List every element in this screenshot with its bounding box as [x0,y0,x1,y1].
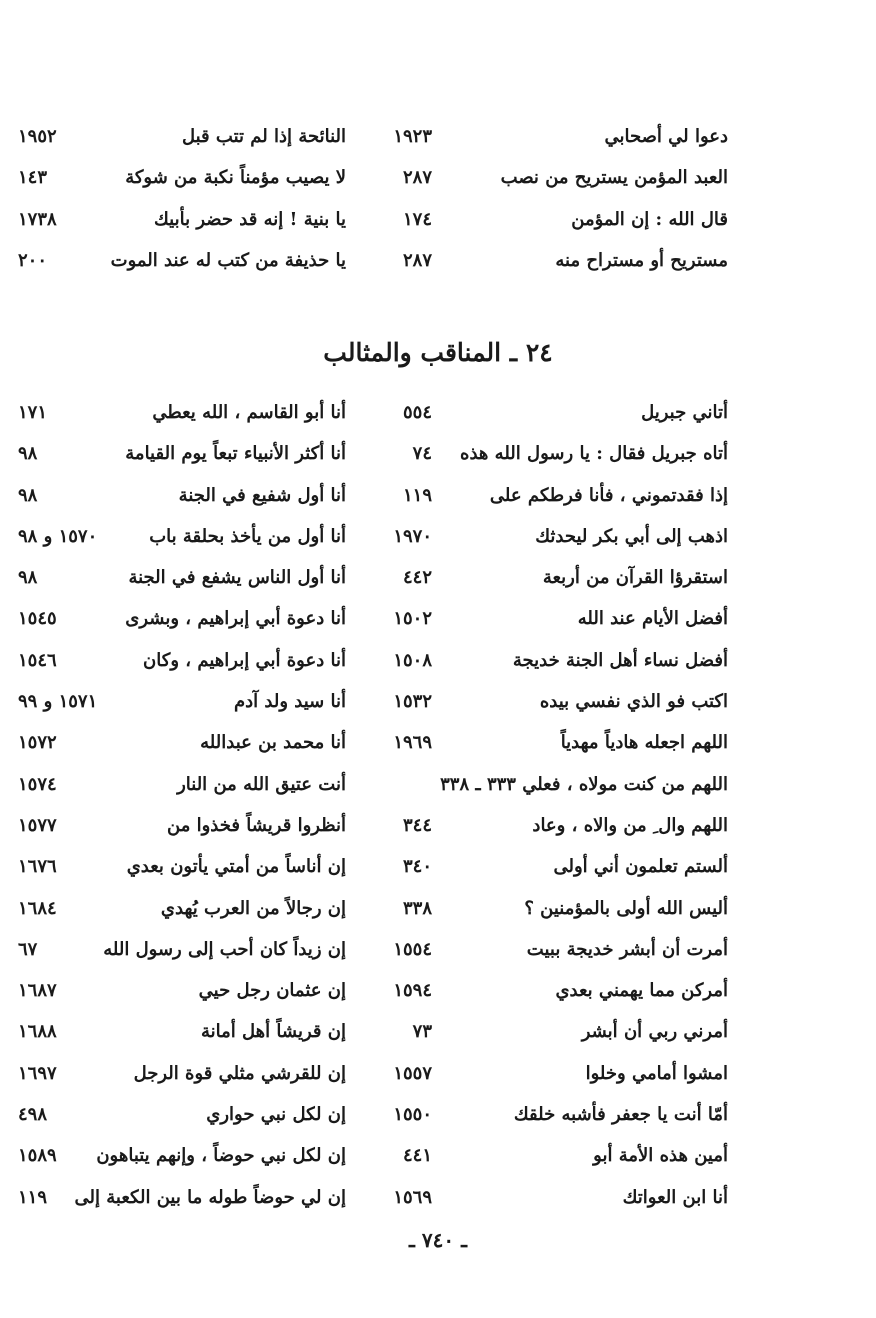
entry-number-left: ١٦٨٧ [18,980,57,1002]
entry-number-left: ١٦٨٨ [18,1021,57,1043]
entry-number-right: ٥٥٤ [402,402,432,423]
entry-text-left: أنا أول من يأخذ بحلقة باب [149,525,346,547]
entry-text-left: النائحة إذا لم تتب قبل [181,126,346,147]
entry-number-right: ١٥٠٨ [393,649,432,671]
entry-number-left: ١٥٨٩ [18,1145,57,1167]
entry-text-left: أنا سيد ولد آدم [233,691,346,713]
entry-number-left: ١٩٥٢ [18,126,57,147]
entry-number-left: ١٥٧٧ [18,814,57,836]
entry-number-right: ٢٨٧ [402,249,432,271]
entry-text-left: أنا محمد بن عبدالله [200,732,346,754]
entry-number-right: ١٥٥٧ [393,1062,432,1084]
entry-text-left: إن لكل نبي حواري [206,1104,346,1126]
entry-text-right: العبد المؤمن يستريح من نصب [500,167,728,189]
index-row [18,894,728,935]
entry-text-left: لا يصيب مؤمناً نكبة من شوكة [125,167,346,189]
entry-number-right: ٢٨٧ [402,167,432,189]
page-number: ـ ٧٤٠ ـ [409,1228,467,1252]
index-row [18,481,728,522]
entry-text-right: أنا ابن العواتك [622,1186,728,1208]
index-row [18,646,728,687]
index-row [18,770,728,811]
index-row [18,1059,728,1100]
entry-number-left: ١٥٧١ و ٩٩ [18,691,98,713]
index-row [18,522,728,563]
entry-number-right: ٤٤٢ [402,567,432,589]
entry-number-right: ٧٤ [412,443,432,465]
entry-text-left: إن قريشاً أهل أمانة [200,1021,346,1043]
entry-number-right: ٣٤٤ [402,814,432,836]
entry-text-right: ألستم تعلمون أني أولى [553,856,728,878]
main-index-list [18,398,728,1224]
index-row [18,852,728,893]
entry-text-right: أمين هذه الأمة أبو [593,1145,728,1167]
entry-number-right: ١٥٥٤ [393,938,432,960]
index-row [18,439,728,480]
entry-text-left: إن عثمان رجل حيي [198,980,346,1002]
index-row [18,1183,728,1224]
entry-number-left: ١٥٤٦ [18,649,57,671]
entry-text-right: اذهب إلى أبي بكر ليحدثك [535,525,728,547]
entry-text-right: أفضل نساء أهل الجنة خديجة [512,649,728,671]
entry-text-right: قال الله : إن المؤمن [571,208,728,230]
entry-text-left: أنا أول الناس يشفع في الجنة [128,567,346,589]
entry-number-right: ٣٤٠ [402,856,432,878]
index-row [18,246,728,287]
entry-text-right: إذا فقدتموني ، فأنا فرطكم على [489,484,728,506]
entry-number-left: ٩٨ [18,443,38,465]
entry-text-left: أنا دعوة أبي إبراهيم ، وبشرى [125,608,346,630]
entry-text-right: امشوا أمامي وخلوا [585,1062,728,1084]
index-row [18,811,728,852]
entry-number-right: ١١٩ [402,484,432,506]
entry-number-left: ١١٩ [18,1186,48,1208]
index-row [18,398,728,439]
entry-text-right: أمرت أن أبشر خديجة ببيت [526,938,728,960]
entry-text-left: أنا أكثر الأنبياء تبعاً يوم القيامة [125,443,346,465]
entry-text-left: إن أناساً من أمتي يأتون بعدي [126,856,346,878]
index-row [18,163,728,204]
entry-text-right: أتاه جبريل فقال : يا رسول الله هذه [460,443,728,465]
entry-text-right: مستريح أو مستراح منه [555,249,728,271]
section-heading: ٢٤ ـ المناقب والمثالب [323,338,553,367]
entry-text-left: إن رجالاً من العرب يُهدي [160,897,346,919]
entry-number-right: ١٩٢٣ [393,126,432,147]
entry-number-right: ١٥٩٤ [393,980,432,1002]
entry-text-right: دعوا لي أصحابي [604,126,728,147]
entry-number-right: ١٩٧٠ [393,525,432,547]
entry-text-left: أنا أول شفيع في الجنة [178,484,346,506]
index-row [18,604,728,645]
entry-text-left: إن للقرشي مثلي قوة الرجل [133,1062,346,1084]
index-row [18,563,728,604]
entry-number-left: ١٥٧٤ [18,773,57,795]
index-row [18,728,728,769]
entry-number-left: ١٦٩٧ [18,1062,57,1084]
entry-number-left: ١٥٧٠ و ٩٨ [18,525,98,547]
entry-text-right: استقرؤا القرآن من أربعة [542,567,728,589]
entry-text-right: اللهم وال ِ من والاه ، وعاد [532,814,728,836]
index-row [18,1100,728,1141]
entry-text-left: إن لكل نبي حوضاً ، وإنهم يتباهون [96,1145,346,1167]
entry-text-right: أتاني جبريل [641,402,728,423]
entry-number-left: ٩٨ [18,484,38,506]
entry-text-left: أنت عتيق الله من النار [177,773,346,795]
entry-text-right: أمّا أنت يا جعفر فأشبه خلقك [513,1104,728,1126]
entry-text-right: أمرني ربي أن أبشر [581,1021,728,1043]
index-row [18,122,728,163]
entry-text-left: أنا أبو القاسم ، الله يعطي [152,402,346,423]
entry-number-right: ١٥٠٢ [393,608,432,630]
entry-text-left: إن لي حوضاً طوله ما بين الكعبة إلى [74,1186,346,1208]
entry-number-right: ١٥٣٢ [393,691,432,713]
entry-number-left: ٩٨ [18,567,38,589]
entry-number-left: ١٥٤٥ [18,608,57,630]
index-row [18,935,728,976]
entry-text-right: اللهم اجعله هادياً مهدياً [560,732,728,754]
entry-text-left: أنا دعوة أبي إبراهيم ، وكان [143,649,346,671]
entry-number-right: ١٥٥٠ [393,1104,432,1126]
entry-text-right: أليس الله أولى بالمؤمنين ؟ [524,897,728,919]
entry-text-right: اكتب فو الذي نفسي بيده [539,691,728,713]
index-row [18,205,728,246]
entry-number-left: ١٧٣٨ [18,208,57,230]
index-row [18,976,728,1017]
entry-text-left: يا بنية ! إنه قد حضر بأبيك [153,208,346,230]
entry-number-left: ١٦٧٦ [18,856,57,878]
index-row [18,687,728,728]
entry-number-right: ١٥٦٩ [393,1186,432,1208]
entry-number-right: ١٧٤ [402,208,432,230]
entry-number-left: ١٧١ [18,402,48,423]
entry-number-left: ٢٠٠ [18,249,48,271]
entry-number-left: ٦٧ [18,938,38,960]
entry-text-left: أنظروا قريشاً فخذوا من [167,814,346,836]
entry-text-right: أمركن مما يهمني بعدي [555,980,728,1002]
index-row [18,1017,728,1058]
entry-number-left: ٤٩٨ [18,1104,48,1126]
entry-number-right: ٣٣٨ [402,897,432,919]
top-index-list [18,122,728,287]
entry-text-right: اللهم من كنت مولاه ، فعلي ٣٣٣ ـ ٣٣٨ [440,773,728,795]
entry-number-left: ١٤٣ [18,167,48,189]
entry-number-right: ١٩٦٩ [393,732,432,754]
entry-text-right: أفضل الأيام عند الله [577,608,728,630]
entry-text-left: يا حذيفة من كتب له عند الموت [110,249,346,271]
entry-number-left: ١٥٧٢ [18,732,57,754]
index-row [18,1141,728,1182]
entry-number-right: ٧٣ [412,1021,432,1043]
entry-text-left: إن زيداً كان أحب إلى رسول الله [103,938,346,960]
entry-number-right: ٤٤١ [402,1145,432,1167]
entry-number-left: ١٦٨٤ [18,897,57,919]
